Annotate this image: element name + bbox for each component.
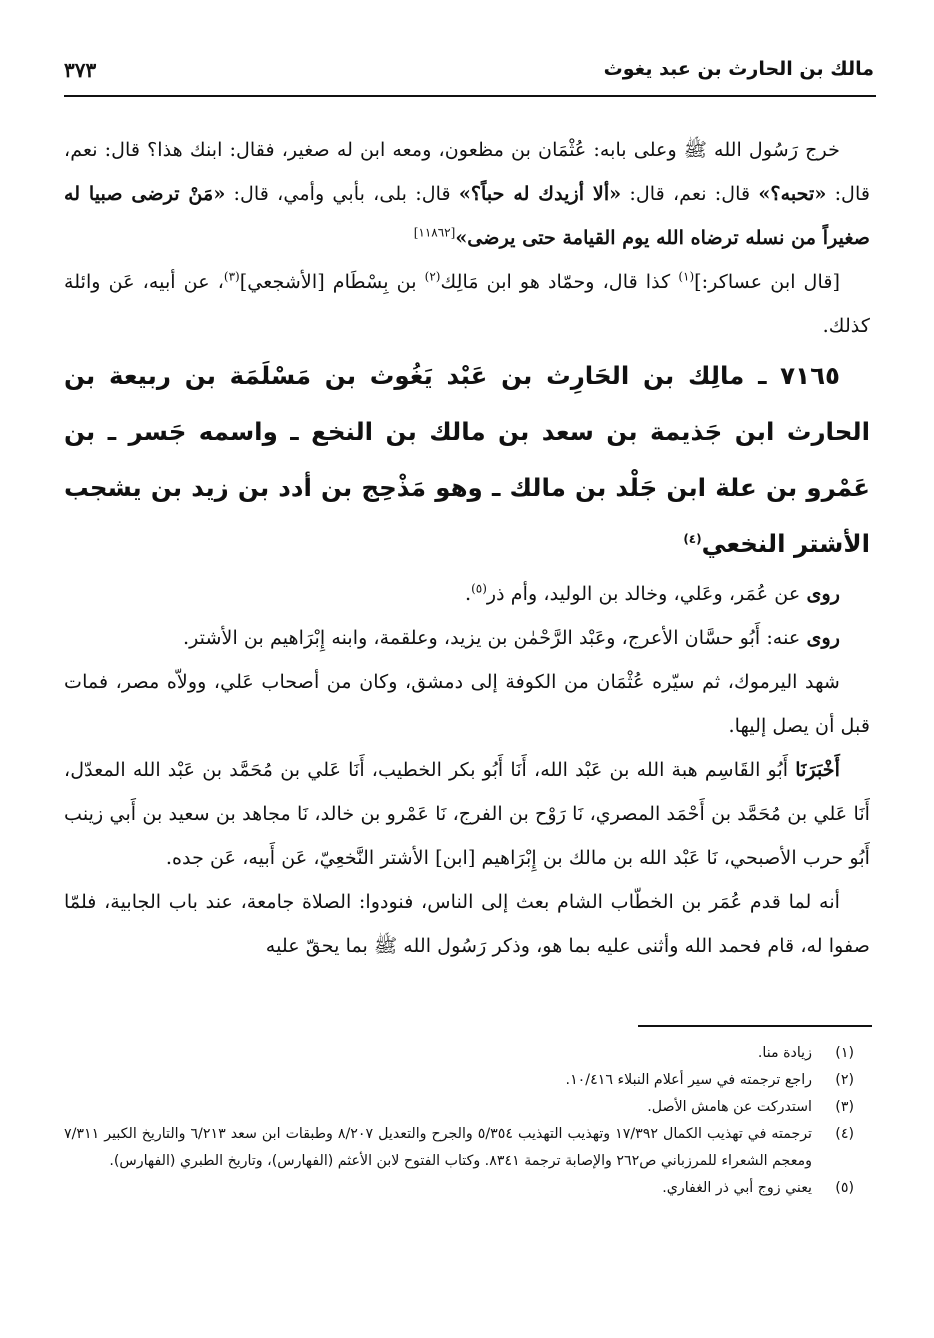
footnote-mark: (٤) — [835, 1126, 854, 1142]
footnote-text: يعني زوج أبي ذر الغفاري. — [662, 1180, 812, 1196]
text-run: قال: نعم، قال: — [621, 182, 759, 205]
footnote-mark: (٢) — [835, 1072, 854, 1088]
paragraph-hadith — [64, 128, 870, 260]
paragraph-isnad — [64, 748, 870, 880]
text-run: عنه: أَبُو حسَّان الأعرج، وعَبْد الرَّحْمٰن بن يزيد، وعلقمة، وابنه إِبْرَاهيم بن الأشتر. — [182, 626, 807, 649]
quote-run: «تحبه؟» — [758, 182, 827, 205]
footnote-item — [64, 1067, 854, 1094]
footnotes — [64, 1040, 854, 1202]
paragraph-biography: شهد اليرموك، ثم سيّره عُثْمَان من الكوفة إلى دمشق، وكان من أصحاب عَلي، وولاّه مصر، فمات قبل أن يصل إليها. — [64, 670, 870, 737]
quote-run: «ألا أزيدك له حباً؟» — [458, 182, 622, 205]
entry-heading — [64, 348, 870, 572]
footnote-text: راجع ترجمته في سير أعلام النبلاء ١٠/٤١٦. — [565, 1072, 812, 1088]
footnote-rule — [638, 1025, 872, 1027]
running-header — [64, 58, 874, 94]
footnote-item — [64, 1121, 854, 1175]
quote-run: «مَنْ ترضى صبيا له صغيراً من نسله ترضاه الله يوم القيامة حتى يرضى» — [64, 182, 870, 249]
footnote-ref: (٢) — [424, 269, 441, 284]
text-run: بن بِسْطَام [الأشجعي] — [239, 270, 425, 293]
text-run: خرج رَسُول الله ﷺ وعلى بابه: عُثْمَان بن مظعون، ومعه ابن له صغير، فقال: ابنك هذا؟ قال: نعم، قال: — [64, 138, 871, 205]
text-run: ، عن أبيه، عَن وائلة كذلك. — [64, 270, 870, 337]
footnote-item — [64, 1094, 854, 1121]
keyword-run: روى — [806, 626, 840, 649]
text-run: . — [464, 582, 472, 605]
keyword-run: أَخْبَرَنَا — [795, 758, 840, 781]
running-title: مالك بن الحارث بن عبد يغوث — [603, 58, 874, 80]
footnote-ref: (٤) — [683, 531, 702, 546]
footnote-mark: (١) — [835, 1045, 854, 1061]
footnote-text: استدركت عن هامش الأصل. — [647, 1099, 812, 1115]
footnote-mark: (٥) — [835, 1180, 854, 1196]
paragraph-comment — [64, 260, 870, 348]
text-run: [قال ابن عساكر:] — [694, 270, 841, 293]
text-run: أَبُو القَاسِم هبة الله بن عَبْد الله، أَنَا أَبُو بكر الخطيب، أَنَا عَلي بن مُحَمَّد بن عَبْد الله المعدّل، أَنَا عَلي بن مُحَمَّد بن أَحْمَد المصري، نَا رَوْح بن الفرج، نَا عَمْرو بن خالد، نَا مجاهد بن سعيد بن أَبي زينب أَبُو حرب الأصبحي، نَا عَبْد الله بن مالك بن إِبْرَاهيم [ابن] الأشتر النَّخعِيّ، عَن أَبيه، عَن جده. — [64, 758, 870, 869]
header-rule — [64, 95, 876, 97]
footnote-ref: (٣) — [223, 269, 240, 284]
paragraph-narrated-by — [64, 616, 870, 660]
text-run: عن عُمَر، وعَلي، وخالد بن الوليد، وأم ذر — [486, 582, 807, 605]
footnote-mark: (٣) — [835, 1099, 854, 1115]
text-run: كذا قال، وحمّاد هو ابن مَالِك — [440, 270, 679, 293]
keyword-run: روى — [806, 582, 840, 605]
paragraph-narration: أنه لما قدم عُمَر بن الخطّاب الشام بعث إلى الناس، فنودوا: الصلاة جامعة، عند باب الجابية، فلمّا صفوا له، قام فحمد الله وأثنى عليه بما هو، وذكر رَسُول الله ﷺ بما يحقّ عليه — [64, 890, 870, 957]
hadith-number: [١١٨٦٢] — [413, 225, 456, 240]
footnote-ref: (٥) — [471, 581, 487, 596]
main-text — [64, 128, 870, 968]
footnote-item — [64, 1175, 854, 1202]
footnote-item — [64, 1040, 854, 1067]
footnote-text: زيادة منا. — [757, 1045, 812, 1061]
text-run: قال: بلى، بأبي وأمي، قال: — [225, 182, 459, 205]
paragraph-narrated-from — [64, 572, 870, 616]
entry-title: ٧١٦٥ ـ مالِك بن الحَارِث بن عَبْد يَغُوث بن مَسْلَمَة بن ربيعة بن الحارث ابن جَذيمة بن سعد بن مالك بن النخع ـ واسمه جَسر ـ بن عَمْرو بن علة ابن جَلْد بن مالك ـ وهو مَذْحِج بن أدد بن زيد بن يشجب الأشتر النخعي — [64, 361, 870, 558]
page-number: ٣٧٣ — [64, 58, 97, 82]
footnote-ref: (١) — [678, 269, 695, 284]
footnote-text: ترجمته في تهذيب الكمال ١٧/٣٩٢ وتهذيب التهذيب ٥/٣٥٤ والجرح والتعديل ٨/٢٠٧ وطبقات ابن سعد ٦/٢١٣ والتاريخ الكبير ٧/٣١١ ومعجم الشعراء للمرزباني ص٢٦٢ والإصابة ترجمة ٨٣٤١. وكتاب الفتوح لابن الأعثم (الفهارس)، وتاريخ الطبري (الفهارس). — [64, 1126, 813, 1169]
